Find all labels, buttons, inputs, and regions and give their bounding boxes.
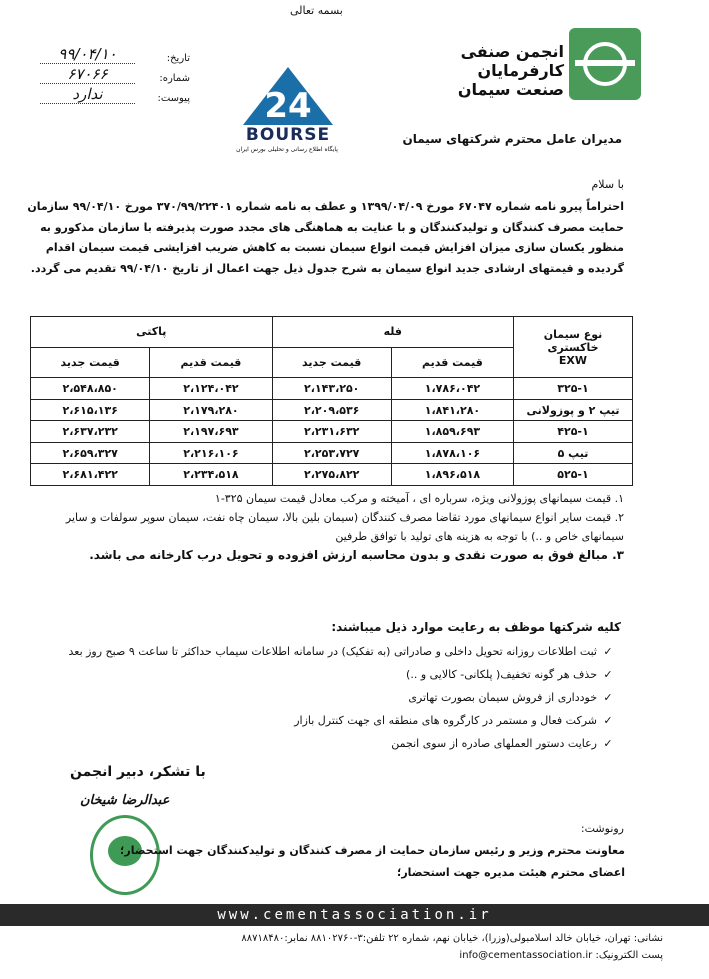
duty-text: ثبت اطلاعات روزانه تحویل داخلی و صادراتی (به تفکیک) در سامانه اطلاعات سیماب حداکثر تا ساعت ۹ صبح روز بعد bbox=[68, 645, 597, 658]
cc-label: رونوشت: bbox=[580, 822, 624, 835]
bag-old-cell: ۲،۱۲۴،۰۴۲ bbox=[150, 378, 272, 400]
footer-email[interactable]: پست الکترونیک: info@cementassociation.ir bbox=[459, 950, 663, 961]
note-item: ۲. قیمت سایر انواع سیمانهای مورد تقاضا مصرف کنندگان (سیمان بلین بالا، سیمان چاه نفت، سیمان سوپر سولفات و سایر سیمانهای خاص و ..) با توجه به هزینه های تولید با توافق طرفین bbox=[65, 511, 624, 543]
bag-new-header: قیمت جدید bbox=[31, 347, 150, 378]
attachment-row bbox=[40, 84, 190, 104]
number-row bbox=[40, 64, 190, 84]
duty-text: رعایت دستور العملهای صادره از سوی انجمن bbox=[391, 737, 597, 750]
body-paragraph: احتراماً پیرو نامه شماره ۶۷۰۴۷ مورخ ۱۳۹۹/۰۴/۰۹ و عطف به نامه شماره ۳۷۰/۹۹/۲۲۴۰۱ مورخ ۹۹/۰۴/۱۰ سازمان حمایت مصرف کنندگان و تولیدکنندگان و با عنایت به هماهنگی های مجدد صورت پذیرفته با سازمان مذکورو به منظور یکسان سازی میزان افزایش قیمت انواع سیمان نسبت به کاهش ضریب افزایشی قیمت سیمان اقدام گردیده و قیمتهای ارشادی جدید انواع سیمان به شرح جدول ذیل جهت اعمال از تاریخ ۹۹/۰۴/۱۰ تقدیم می گردد. bbox=[27, 200, 624, 275]
bag-group-header: پاکتی bbox=[31, 317, 273, 348]
bulk-new-cell: ۲،۲۰۹،۵۳۶ bbox=[272, 399, 391, 421]
bulk-old-cell: ۱،۸۴۱،۲۸۰ bbox=[391, 399, 513, 421]
cement-association-logo-icon bbox=[569, 28, 641, 100]
date-row bbox=[40, 44, 190, 64]
table-row bbox=[31, 399, 633, 421]
signature-closing: با تشکر، دبیر انجمن bbox=[70, 764, 206, 780]
bag-new-cell: ۲،۶۱۵،۱۳۶ bbox=[31, 399, 150, 421]
price-table bbox=[30, 316, 633, 486]
type-header-label: نوع سیمان خاکستری bbox=[543, 327, 603, 354]
bag-new-cell: ۲،۶۸۱،۴۲۲ bbox=[31, 464, 150, 486]
check-icon: ✓ bbox=[603, 714, 613, 727]
cement-type-cell: تیپ ۵ bbox=[514, 442, 633, 464]
duty-text: شرکت فعال و مستمر در کارگروه های منطقه ای جهت کنترل بازار bbox=[294, 714, 597, 727]
table-header-row bbox=[31, 317, 633, 348]
duty-item bbox=[15, 709, 615, 732]
association-name bbox=[414, 42, 564, 99]
duties-list bbox=[15, 640, 615, 755]
bag-old-cell: ۲،۲۳۴،۵۱۸ bbox=[150, 464, 272, 486]
svg-text:24: 24 bbox=[264, 86, 312, 126]
bag-old-header: قیمت قدیم bbox=[150, 347, 272, 378]
bulk-new-cell: ۲،۱۴۳،۲۵۰ bbox=[272, 378, 391, 400]
bag-old-cell: ۲،۱۷۹،۲۸۰ bbox=[150, 399, 272, 421]
bulk-new-cell: ۲،۲۵۳،۷۲۷ bbox=[272, 442, 391, 464]
cement-type-cell: ۵۲۵-۱ bbox=[514, 464, 633, 486]
cement-type-cell: ۴۲۵-۱ bbox=[514, 421, 633, 443]
duty-item bbox=[15, 663, 615, 686]
addressee: مدیران عامل محترم شرکتهای سیمان bbox=[402, 132, 622, 146]
duties-title: کلیه شرکتها موظف به رعایت موارد ذیل میباشند: bbox=[331, 620, 621, 634]
duty-item bbox=[15, 732, 615, 755]
greeting: با سلام bbox=[591, 178, 624, 191]
bag-old-cell: ۲،۱۹۷،۶۹۳ bbox=[150, 421, 272, 443]
date-label: تاریخ: bbox=[166, 53, 190, 64]
duty-item bbox=[15, 686, 615, 709]
table-row bbox=[31, 464, 633, 486]
bag-old-cell: ۲،۲۱۶،۱۰۶ bbox=[150, 442, 272, 464]
footer-website[interactable]: www.cementassociation.ir bbox=[0, 904, 709, 926]
association-name-line: انجمن صنفی bbox=[460, 42, 564, 61]
check-icon: ✓ bbox=[603, 691, 613, 704]
bulk-old-cell: ۱،۸۵۹،۶۹۳ bbox=[391, 421, 513, 443]
type-header bbox=[514, 317, 633, 378]
duty-item bbox=[15, 640, 615, 663]
note-item: ۳. مبالغ فوق به صورت نقدی و بدون محاسبه ارزش افزوده و تحویل درب کارخانه می باشد. bbox=[89, 548, 624, 562]
date-value: ۹۹/۰۴/۱۰ bbox=[40, 45, 135, 64]
association-name-line: کارفرمایان bbox=[477, 61, 564, 80]
bourse-subtitle: پایگاه اطلاع رسانی و تحلیلی بورس ایران bbox=[236, 146, 338, 153]
footer-address: نشانی: تهران، خیابان خالد اسلامبولی(وزرا)، خیابان نهم، شماره ۲۲ تلفن:۳-۸۸۱۰۲۷۶۰ نمابر:۸۸۷۱۸۴۸۰ bbox=[241, 933, 663, 944]
number-value: ۶۷۰۶۶ bbox=[40, 65, 135, 84]
letter-meta bbox=[40, 44, 190, 104]
bag-new-cell: ۲،۶۵۹،۳۲۷ bbox=[31, 442, 150, 464]
bulk-group-header: فله bbox=[272, 317, 513, 348]
bulk-old-cell: ۱،۸۹۶،۵۱۸ bbox=[391, 464, 513, 486]
bag-new-cell: ۲،۶۳۷،۲۳۲ bbox=[31, 421, 150, 443]
cc-item: معاونت محترم وزیر و رئیس سازمان حمایت از مصرف کنندگان و تولیدکنندگان جهت استحضار؛ bbox=[119, 844, 625, 857]
bulk-new-header: قیمت جدید bbox=[272, 347, 391, 378]
table-row bbox=[31, 442, 633, 464]
exw-label: EXW bbox=[558, 353, 588, 367]
signature-name: عبدالرضا شیخان bbox=[80, 793, 170, 808]
cc-list bbox=[25, 840, 625, 884]
cement-type-cell: تیپ ۲ و پوزولانی bbox=[514, 399, 633, 421]
bulk-old-cell: ۱،۷۸۶،۰۴۲ bbox=[391, 378, 513, 400]
bulk-new-cell: ۲،۲۷۵،۸۲۲ bbox=[272, 464, 391, 486]
table-row bbox=[31, 378, 633, 400]
cc-item: اعضای محترم هیئت مدیره جهت استحضار؛ bbox=[396, 866, 625, 879]
notes-list bbox=[24, 489, 624, 565]
table-row bbox=[31, 421, 633, 443]
check-icon: ✓ bbox=[603, 668, 613, 681]
attachment-label: پیوست: bbox=[157, 93, 190, 104]
bag-new-cell: ۲،۵۴۸،۸۵۰ bbox=[31, 378, 150, 400]
bourse-logo-text: BOURSE bbox=[245, 125, 331, 145]
note-item: ۱. قیمت سیمانهای پوزولانی ویژه، سرباره ای ، آمیخته و مرکب معادل قیمت سیمان ۳۲۵-۱ bbox=[214, 492, 624, 505]
check-icon: ✓ bbox=[603, 645, 613, 658]
duty-text: خودداری از فروش سیمان بصورت تهاتری bbox=[408, 691, 597, 704]
check-icon: ✓ bbox=[603, 737, 613, 750]
bulk-old-cell: ۱،۸۷۸،۱۰۶ bbox=[391, 442, 513, 464]
footer-address-block bbox=[23, 930, 663, 964]
number-label: شماره: bbox=[159, 73, 190, 84]
association-name-line: صنعت سیمان bbox=[457, 80, 564, 99]
bulk-old-header: قیمت قدیم bbox=[391, 347, 513, 378]
duty-text: حذف هر گونه تخفیف( پلکانی- کالایی و ..) bbox=[406, 668, 597, 681]
cement-type-cell: ۳۲۵-۱ bbox=[514, 378, 633, 400]
bulk-new-cell: ۲،۲۳۱،۶۳۲ bbox=[272, 421, 391, 443]
attachment-value: ندارد bbox=[40, 85, 135, 104]
bismillah-heading: بسمه تعالی bbox=[290, 4, 343, 17]
